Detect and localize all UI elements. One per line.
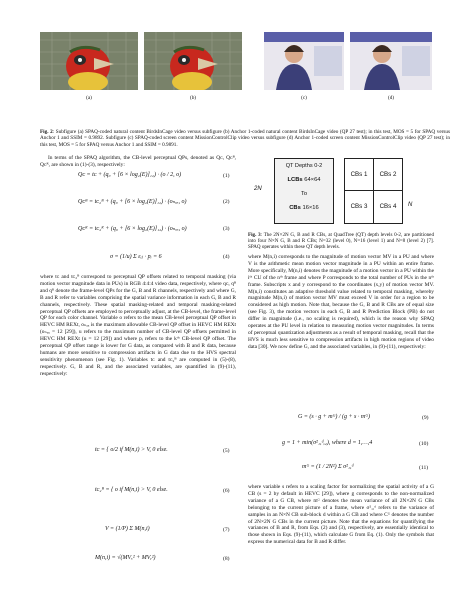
left-paragraph-1 bbox=[40, 274, 236, 380]
qt-depth-title: QT Depths 0-2 bbox=[285, 163, 323, 169]
figure2-subfigure-b-image bbox=[144, 32, 242, 90]
equation-4: σ = (1/u) Σ εᵢⱼ ∙ pᵢ = 6 bbox=[110, 254, 162, 260]
qt-cbs-line bbox=[275, 205, 333, 211]
equation-2: Qᴄᴮ = tᴄ₂ᴮ + (q₀ + [6 × log₂(E)]₁₂) ∙ (oₙₐₓ, o) bbox=[78, 199, 187, 205]
qt-side-label-2n: 2N bbox=[254, 186, 262, 192]
right-paragraph-2-text: where variable s refers to a scaling factor for normalizing the spatial activity of a G CB (s = 2 by default in HEVC [29]), where g corresponds to the non-normalized variance of a G CB, where mᴳ denotes the mean variance of all 2N×2N G CBs belonging to the current picture of a frame, where σ²₁,ᵈ refers to the variance of samples in an N×N CB sub-block d within a G CB and where Cᴳ denotes the number of 2N×2N G CBs in the current picture. Note that the equations for quantifying the variances of B and R, from Eqs. (2) and (3), respectively, are essentially identical to those shown in Eqs. (9)-(11), which calculate G from Eq. (1). Only the symbols that express the numerical data for B and R differ. bbox=[248, 484, 434, 546]
figure3-caption-body: : The 2N×2N G, B and R CBs, at QuadTree (QT) depth levels 0-2, are partitioned into four N×N G, B and R CBs; N=32 (level 0), N=16 (level 1) and N=8 (level 2) [7]. SPAQ operates within these QT depth levels. bbox=[248, 232, 434, 251]
equation-10: g = 1 + min(σ²₁,ᵈ,₂), where d = 1,…,4 bbox=[282, 440, 373, 446]
figure2-caption bbox=[40, 129, 450, 148]
qt-lcbs-line bbox=[275, 177, 333, 183]
equation-number-1: (1) bbox=[223, 173, 230, 179]
subfigure-label-a: (a) bbox=[86, 95, 92, 101]
equation-7: V = (1/P) Σ M(n,i) bbox=[105, 526, 150, 532]
left-intro bbox=[40, 155, 236, 171]
right-paragraph-2 bbox=[248, 484, 434, 548]
equation-11: mᴳ = (1 / 2N²) Σ σ²₁,ᵈ bbox=[302, 464, 354, 470]
right-paragraph-1 bbox=[248, 254, 434, 353]
figure2-subfigure-d-image bbox=[350, 32, 432, 90]
cb-cell-1: CBs 1 bbox=[344, 158, 374, 191]
qt-cbs-size: 16×16 bbox=[302, 205, 319, 211]
equation-3: Qᴄᴿ = tᴄ₂ᴿ + (q₀ + [6 × log₂(E)]₁₂) ∙ (oₙₐₓ, o) bbox=[78, 226, 187, 232]
qt-depth-box bbox=[274, 158, 334, 224]
figure2-subfigure-a-image bbox=[40, 32, 138, 90]
equation-1: Qᴄ = tᴄ + (q₀ + [6 × log₂(E)]₁₂) ∙ (o / 2, o) bbox=[78, 172, 182, 178]
figure2-subfigure-c-image bbox=[264, 32, 344, 90]
equation-number-9: (9) bbox=[422, 415, 429, 421]
subfigure-label-d: (d) bbox=[387, 95, 395, 101]
qt-side-label-n: N bbox=[408, 202, 413, 208]
cb-cell-3: CBs 3 bbox=[344, 190, 374, 224]
equation-6: tᴄ₂ᴮ = { o if M(n,i) > V, 0 else. bbox=[95, 487, 168, 493]
equation-number-11: (11) bbox=[419, 465, 429, 471]
equation-number-5: (5) bbox=[223, 448, 230, 454]
left-paragraph-1-text: where tᴄ and tᴄ₂ᴮ correspond to perceptual QP offsets related to temporal masking (via motion vector magnitude data in PUs) in RGB 4:4:4 video data, respectively, where qᴄ, qᴮ and qᴿ denote the frame-level QPs for the G, B and R channels, respectively and where G, B and R refer to variables comprising the spatial variance information in each G, B and R channels, respectively. These spatial masking-related and temporal masking-related perceptual QP offsets are employed to perceptually adjust, at the CB-level, the frame-level QP for each color channel. Variable o refers to the mean CB-level perceptual QP offset in HEVC HM REXt, oₙₐₓ is the maximum allowable CB-level QP offset in HEVC HM REXt (oₙₐₓ = 12 [29]), u refers to the maximum number of CB-level QP offsets permitted in HEVC HM REXt (u = 12 [29]) and where pᵢ refers to the kᵗʰ CB-level QP offset. The perceptual QP offset range is lower for G data, as compared with B and R data, because humans are more sensitive to compression artifacts in G data due to the HVS spectral sensitivity phenomenon (see Fig. 1). Variables tᴄ and tᴄ₂ᴮ are computed in (5)-(8), respectively. G, B and R, and the associated variables, are quantified in (9)-(11), respectively: bbox=[40, 274, 236, 377]
right-paragraph-1-text: where M(n,i) corresponds to the magnitude of motion vector MV in a PU and where V is the arithmetic mean motion vector magnitude in a PU within an entire frame. More specifically, M(n,i) denotes the magnitude of a motion vector in a PU within the iᵗʰ CU of the nᵗʰ frame and where P corresponds to the total number of PUs in the nᵗʰ frame. Subscripts x and y correspond to the coordinates (x,y) of motion vector MV. M(n,i) constitutes an adaptive threshold value related to temporal masking, whereby magnitude M(n,i) of motion vector MV must exceed V in order for a region to be considered as high motion. Note that, because the G, B and R CBs are of equal size (see Fig. 3), the motion vectors in each G, B and R Prediction Block (PB) do not differ in magnitude (i.e., no scaling is required), which is the reason why SPAQ operates at the PU level in relation to measuring motion vector magnitudes. In terms of perceptual quantization adjustments as a result of temporal masking, recall that the HVS is much less sensitive to compression artifacts in high motion regions of video data [30]. We now define G, and the associated variables, in (9)-(11), respectively: bbox=[248, 254, 434, 350]
cb-cell-2: CBs 2 bbox=[373, 158, 403, 191]
equation-number-8: (8) bbox=[223, 556, 230, 562]
equation-number-4: (4) bbox=[223, 254, 230, 260]
equation-number-10: (10) bbox=[419, 441, 429, 447]
left-intro-text: In terms of the SPAQ algorithm, the CB-level perceptual QPs, denoted as Qᴄ, Qᴄᴮ, Qᴄᴿ, are shown in (1)-(3), respectively: bbox=[40, 155, 236, 168]
equation-number-2: (2) bbox=[223, 199, 230, 205]
qt-lcbs-label: LCBs bbox=[287, 177, 303, 183]
equation-number-7: (7) bbox=[223, 527, 230, 533]
figure3-caption-lead: Fig. 3 bbox=[248, 232, 261, 238]
equation-5: tᴄ = { o/2 if M(n,i) > V, 0 else. bbox=[95, 447, 168, 453]
figure3-caption bbox=[248, 232, 434, 253]
figure3-diagram bbox=[248, 156, 438, 226]
equation-number-6: (6) bbox=[223, 488, 230, 494]
figure2-caption-body: : Subfigure (a) SPAQ-coded natural content BirdsInCage video versus subfigure (b) Anchor 1-coded natural content BirdsInCage video (QP 27 test); in this test, MOS = 5 for SPAQ versus Anchor 1 and SSIM = 0.9892. Subfigure (c) SPAQ-coded screen content MissionControlClip video versus subfigure (d) Anchor 1-coded screen content MissionControlClip video (QP 27 test); in this test, MOS = 5 for SPAQ versus Anchor 1 and SSIM = 0.9891. bbox=[40, 129, 450, 148]
cb-cell-4: CBs 4 bbox=[373, 190, 403, 224]
qt-to-label: To bbox=[300, 191, 308, 197]
subfigure-label-c: (c) bbox=[301, 95, 307, 101]
equation-8: M(n,i) = √(MVₓ² + MVᵧ²) bbox=[95, 555, 156, 561]
figure2-caption-lead: Fig. 2 bbox=[40, 129, 53, 135]
equation-number-3: (3) bbox=[223, 226, 230, 232]
qt-lcbs-size: 64×64 bbox=[304, 177, 321, 183]
equation-9: G = (s ∙ g + mᴳ) / (g + s ∙ mᴳ) bbox=[298, 414, 370, 420]
qt-cbs-label: CBs bbox=[289, 205, 301, 211]
subfigure-label-b: (b) bbox=[189, 95, 197, 101]
